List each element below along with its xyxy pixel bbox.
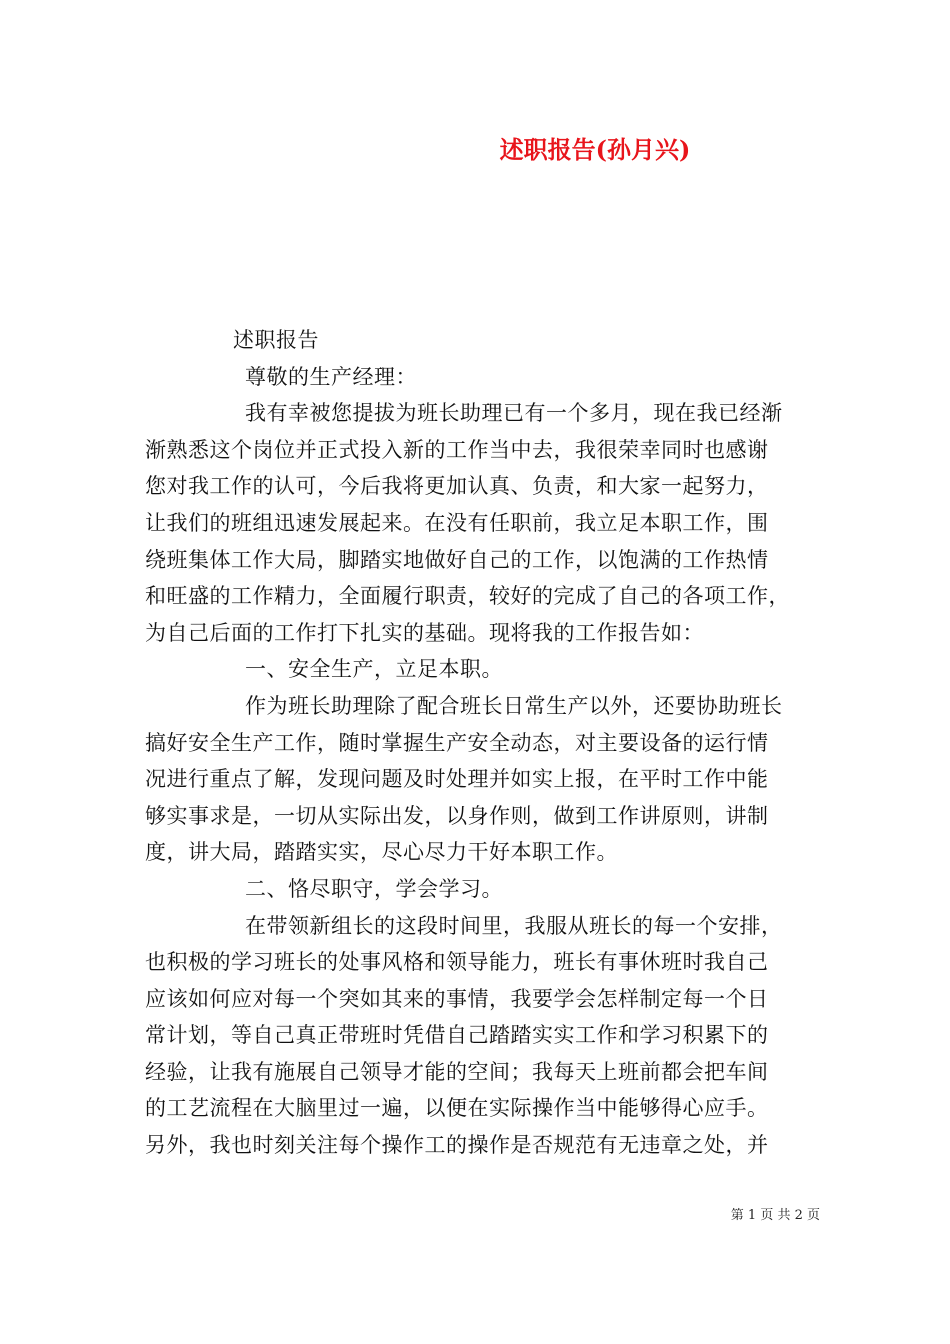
paragraph-line: 在带领新组长的这段时间里，我服从班长的每一个安排，: [245, 913, 783, 938]
paragraph-line: 经验，让我有施展自己领导才能的空间；我每天上班前都会把车间: [145, 1059, 769, 1084]
page-number-footer: 第 1 页 共 2 页: [730, 1208, 820, 1223]
paragraph-line: 我有幸被您提拔为班长助理已有一个多月，现在我已经渐: [245, 401, 783, 426]
paragraph-line: 您对我工作的认可，今后我将更加认真、负责，和大家一起努力，: [145, 474, 769, 499]
document-title: 述职报告(孙月兴): [499, 135, 691, 164]
paragraph-line: 渐熟悉这个岗位并正式投入新的工作当中去，我很荣幸同时也感谢: [145, 437, 769, 462]
paragraph-line: 让我们的班组迅速发展起来。在没有任职前，我立足本职工作，围: [145, 510, 769, 535]
paragraph-line: 常计划，等自己真正带班时凭借自己踏踏实实工作和学习积累下的: [145, 1023, 769, 1048]
paragraph-line: 为自己后面的工作打下扎实的基础。现将我的工作报告如：: [145, 620, 704, 645]
paragraph-line: 和旺盛的工作精力，全面履行职责，较好的完成了自己的各项工作，: [145, 584, 790, 609]
document-body: [145, 322, 815, 1164]
paragraph-line: 况进行重点了解，发现问题及时处理并如实上报，在平时工作中能: [145, 767, 769, 792]
paragraph-line: 应该如何应对每一个突如其来的事情，我要学会怎样制定每一个日: [145, 986, 769, 1011]
paragraph-line: 另外，我也时刻关注每个操作工的操作是否规范有无违章之处，并: [145, 1133, 769, 1158]
section-heading: 二、恪尽职守，学会学习。: [245, 876, 503, 901]
paragraph-line: 够实事求是，一切从实际出发，以身作则，做到工作讲原则，讲制: [145, 803, 769, 828]
report-heading: 述职报告: [233, 328, 319, 352]
paragraph-line: 度，讲大局，踏踏实实，尽心尽力干好本职工作。: [145, 840, 618, 865]
paragraph-line: 搞好安全生产工作，随时掌握生产安全动态，对主要设备的运行情: [145, 730, 769, 755]
paragraph-line: 作为班长助理除了配合班长日常生产以外，还要协助班长: [245, 693, 783, 718]
section-heading: 一、安全生产，立足本职。: [245, 657, 503, 682]
salutation: 尊敬的生产经理：: [245, 364, 417, 389]
paragraph-line: 的工艺流程在大脑里过一遍，以便在实际操作当中能够得心应手。: [145, 1096, 769, 1121]
paragraph-line: 绕班集体工作大局，脚踏实地做好自己的工作，以饱满的工作热情: [145, 547, 769, 572]
paragraph-line: 也积极的学习班长的处事风格和领导能力，班长有事休班时我自己: [145, 950, 769, 975]
